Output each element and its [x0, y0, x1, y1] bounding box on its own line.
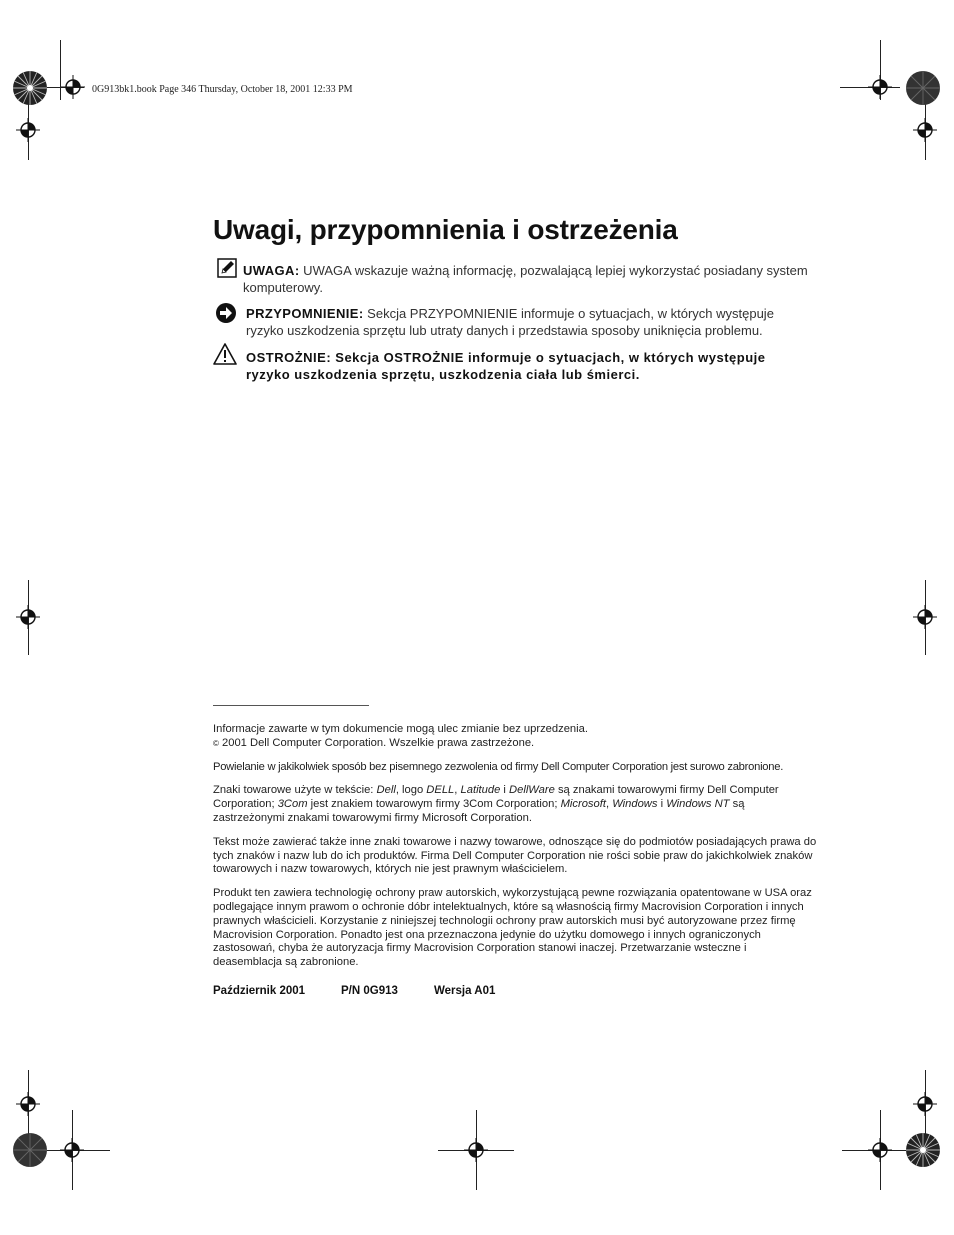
trademark-text: i — [500, 784, 510, 797]
book-info-header: 0G913bk1.book Page 346 Thursday, October 18, 2001 12:33 PM — [92, 84, 353, 95]
note-text — [243, 262, 813, 296]
trademark-text: są zastrzeżonymi znakami towarowymi firmy Microsoft Corporation. — [213, 798, 745, 824]
macrovision-notice: Produkt ten zawiera technologię ochrony praw autorskich, wykorzystującą pewne rozwiązania opatentowane w USA oraz podlegające innym prawom o ochronie dóbr intelektualnych, które są własnością firmy Macrovision Corporation i innych prawnych właścicieli. Korzystanie z niniejszej technologii ochrony praw autorskich musi być autoryzowane przez firmę Macrovision Corporation. Ponadto jest ona przeznaczona jedynie do użytku domowego i innych ograniczonych zastosowań, chyba że autoryzacja firmy Macrovision Corporation stanowi inaczej. Przetwarzanie wsteczne i deasemblacja są zabronione. — [213, 887, 812, 969]
registration-mark-icon — [60, 1138, 84, 1162]
trademark-text: i — [657, 798, 667, 811]
trademark-text: , — [605, 798, 613, 811]
note-body: UWAGA wskazuje ważną informację, pozwalającą lepiej wykorzystać posiadany system komputerowy. — [243, 263, 808, 295]
registration-mark-icon — [913, 605, 937, 629]
registration-mark-icon — [913, 118, 937, 142]
legal-notice — [213, 723, 818, 980]
caution-notice — [213, 349, 813, 383]
caution-text: OSTROŻNIE: Sekcja OSTROŻNIE informuje o sytuacjach, w których występuje ryzyko uszkodzenia sprzętu, uszkodzenia ciała lub śmierci. — [246, 350, 766, 382]
part-number: P/N 0G913 — [341, 985, 398, 997]
trademark-dell: Dell — [376, 784, 396, 797]
trademark-microsoft: Microsoft — [560, 798, 606, 811]
trademark-dellware: DellWare — [509, 784, 555, 797]
revision: Wersja A01 — [434, 985, 496, 997]
reproduction-notice: Powielanie w jakikolwiek sposób bez pisemnego zezwolenia od firmy Dell Computer Corporation jest surowo zabronione. — [213, 760, 784, 773]
trademark-text: jest znakiem towarowym firmy 3Com Corporation; — [307, 798, 561, 811]
copyright-line — [213, 737, 818, 751]
info-change-line: Informacje zawarte w tym dokumencie mogą ulec zmianie bez uprzedzenia. — [213, 723, 588, 735]
star-target-icon — [905, 1132, 941, 1168]
page-title: Uwagi, przypomnienia i ostrzeżenia — [213, 214, 678, 245]
footnote-divider — [213, 705, 369, 706]
registration-mark-icon — [913, 1092, 937, 1116]
arrow-circle-icon — [215, 302, 237, 324]
pencil-note-icon — [217, 258, 239, 280]
trademark-text: Znaki towarowe użyte w tekście: — [213, 784, 377, 797]
reminder-notice — [213, 305, 813, 339]
publication-date: Październik 2001 — [213, 985, 306, 997]
registration-mark-icon — [464, 1138, 488, 1162]
reminder-text — [246, 305, 813, 339]
registration-mark-icon — [868, 1138, 892, 1162]
note-notice — [213, 262, 813, 296]
note-label: UWAGA: — [243, 263, 300, 278]
registration-mark-icon — [16, 605, 40, 629]
reminder-label: PRZYPOMNIENIE: — [246, 306, 364, 321]
trademark-windows: Windows — [612, 798, 658, 811]
trademark-dell-logo: DELL — [426, 784, 455, 797]
warning-triangle-icon — [213, 343, 235, 365]
registration-mark-icon — [16, 1092, 40, 1116]
copyright-text: 2001 Dell Computer Corporation. Wszelkie prawa zastrzeżone. — [218, 736, 535, 749]
registration-mark-icon — [16, 118, 40, 142]
trademark-latitude: Latitude — [460, 784, 501, 797]
trademark-text: , logo — [395, 784, 427, 797]
copyright-symbol: © — [213, 738, 219, 748]
trademark-text: są znakami towarowymi firmy Dell Computer Corporation; — [213, 784, 779, 811]
other-trademarks-notice: Tekst może zawierać także inne znaki towarowe i nazwy towarowe, odnoszące się do podmiotów posiadających prawa do tych znaków i nazw lub do ich produktów. Firma Dell Computer Corporation nie rości sobie praw do jakichkolwiek znaków towarowych i nazw towarowych, których nie jest prawnym właścicielem. — [213, 835, 817, 876]
trademark-text: , — [454, 784, 461, 797]
reminder-body: Sekcja PRZYPOMNIENIE informuje o sytuacjach, w których występuje ryzyko uszkodzenia sprzętu lub utraty danych i przedstawia sposoby uniknięcia problemu. — [246, 306, 774, 338]
trademark-3com: 3Com — [277, 798, 308, 811]
document-info — [213, 985, 495, 997]
star-target-icon — [905, 70, 941, 106]
star-target-icon — [12, 70, 48, 106]
registration-mark-icon — [868, 75, 892, 99]
trademark-windows-nt: Windows NT — [666, 798, 730, 811]
registration-mark-icon — [61, 75, 85, 99]
star-target-icon — [12, 1132, 48, 1168]
trademarks-notice — [213, 784, 818, 825]
